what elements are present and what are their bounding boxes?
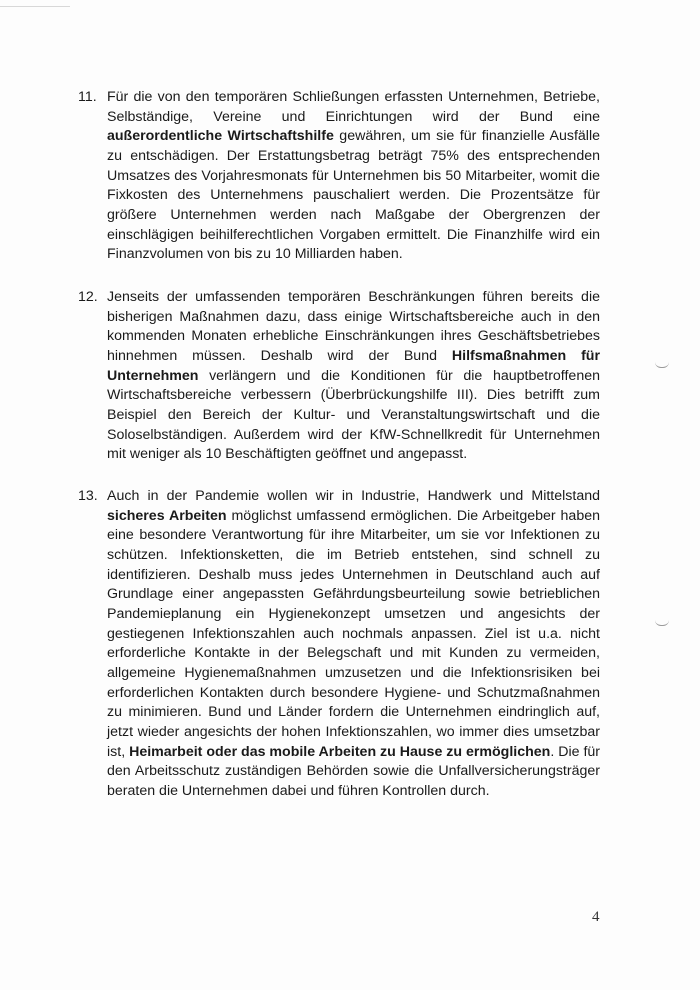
- bold-text-segment: Heimarbeit oder das mobile Arbeiten zu Hause zu ermöglichen: [129, 743, 551, 760]
- text-segment: Jenseits der umfassenden temporären Beschränkungen führen bereits die bisherigen Maßnahmen dazu, dass einige Wirtschaftsbereiche auch in den kommenden Monaten erhebliche Einschränkungen ihres Geschäftsbetriebes hinnehmen müssen. Deshalb wird der Bund: [107, 289, 600, 364]
- item-number: 13.: [78, 488, 98, 504]
- item-text: [107, 88, 600, 265]
- text-segment: Für die von den temporären Schließungen erfassten Unternehmen, Betriebe, Selbständige, Vereine und Einrichtungen wird der Bund eine: [107, 89, 600, 125]
- bold-text-segment: Hilfsmaßnahmen für Unternehmen: [107, 347, 600, 384]
- list-item-11: [80, 88, 600, 265]
- item-number: 11.: [78, 89, 97, 105]
- item-number: 12.: [78, 289, 98, 305]
- scan-edge-mark: [0, 6, 70, 7]
- list-item-13: [80, 487, 600, 802]
- page-number: 4: [592, 909, 600, 925]
- list-item-12: [80, 288, 600, 465]
- text-segment: gewähren, um sie für finanzielle Ausfälle zu entschädigen. Der Erstattungsbetrag beträgt 75% des entsprechenden Umsatzes des Vorjahresmonats für Unternehmen bis 50 Mitarbeiter, womit die Fixkosten des Unternehmens pauschaliert werden. Die Prozentsätze für größere Unternehmen werden nach Maßgabe der Obergrenzen der einschlägigen beihilferechtlichen Vorgaben ermittelt. Die Finanzhilfe wird ein Finanzvolumen von bis zu 10 Milliarden haben.: [107, 128, 601, 263]
- item-text: [107, 487, 600, 802]
- item-text: [107, 288, 600, 465]
- punch-hole-mark: [655, 362, 669, 368]
- punch-hole-mark: [655, 620, 669, 626]
- bold-text-segment: sicheres Arbeiten: [107, 507, 227, 524]
- text-segment: möglichst umfassend ermöglichen. Die Arbeitgeber haben eine besondere Verantwortung für ihre Mitarbeiter, um sie vor Infektionen zu schützen. Infektionsketten, die im Betrieb entstehen, sind schnell zu identifizieren. Deshalb muss jedes Unternehmen in Deutschland auch auf Grundlage einer angepassten Gefährdungsbeurteilung sowie betrieblichen Pandemieplanung ein Hygienekonzept umsetzen und angesichts der gestiegenen Infektionszahlen auch nochmals anpassen. Ziel ist u.a. nicht erforderliche Kontakte in der Belegschaft und mit Kunden zu vermeiden, allgemeine Hygienemaßnahmen umzusetzen und die Infektionsrisiken bei erforderlichen Kontakten durch besondere Hygiene- und Schutzmaßnahmen zu minimieren. Bund und Länder fordern die Unternehmen eindringlich auf, jetzt wieder angesichts der hohen Infektionszahlen, wo immer dies umsetzbar ist,: [107, 507, 600, 760]
- text-segment: . Die für den Arbeitsschutz zuständigen Behörden sowie die Unfallversicherungsträger beraten die Unternehmen dabei und führen Kontrollen durch.: [107, 743, 601, 799]
- bold-text-segment: außerordentliche Wirtschaftshilfe: [107, 128, 334, 145]
- text-segment: verlängern und die Konditionen für die hauptbetroffenen Wirtschaftsbereiche verbessern (Überbrückungshilfe III). Dies betrifft zum Beispiel den Bereich der Kultur- und Veranstaltungswirtschaft und die Soloselbständigen. Außerdem wird der KfW-Schnellkredit für Unternehmen mit weniger als 10 Beschäftigten geöffnet und angepasst.: [107, 367, 600, 463]
- text-segment: Auch in der Pandemie wollen wir in Industrie, Handwerk und Mittelstand: [107, 488, 600, 504]
